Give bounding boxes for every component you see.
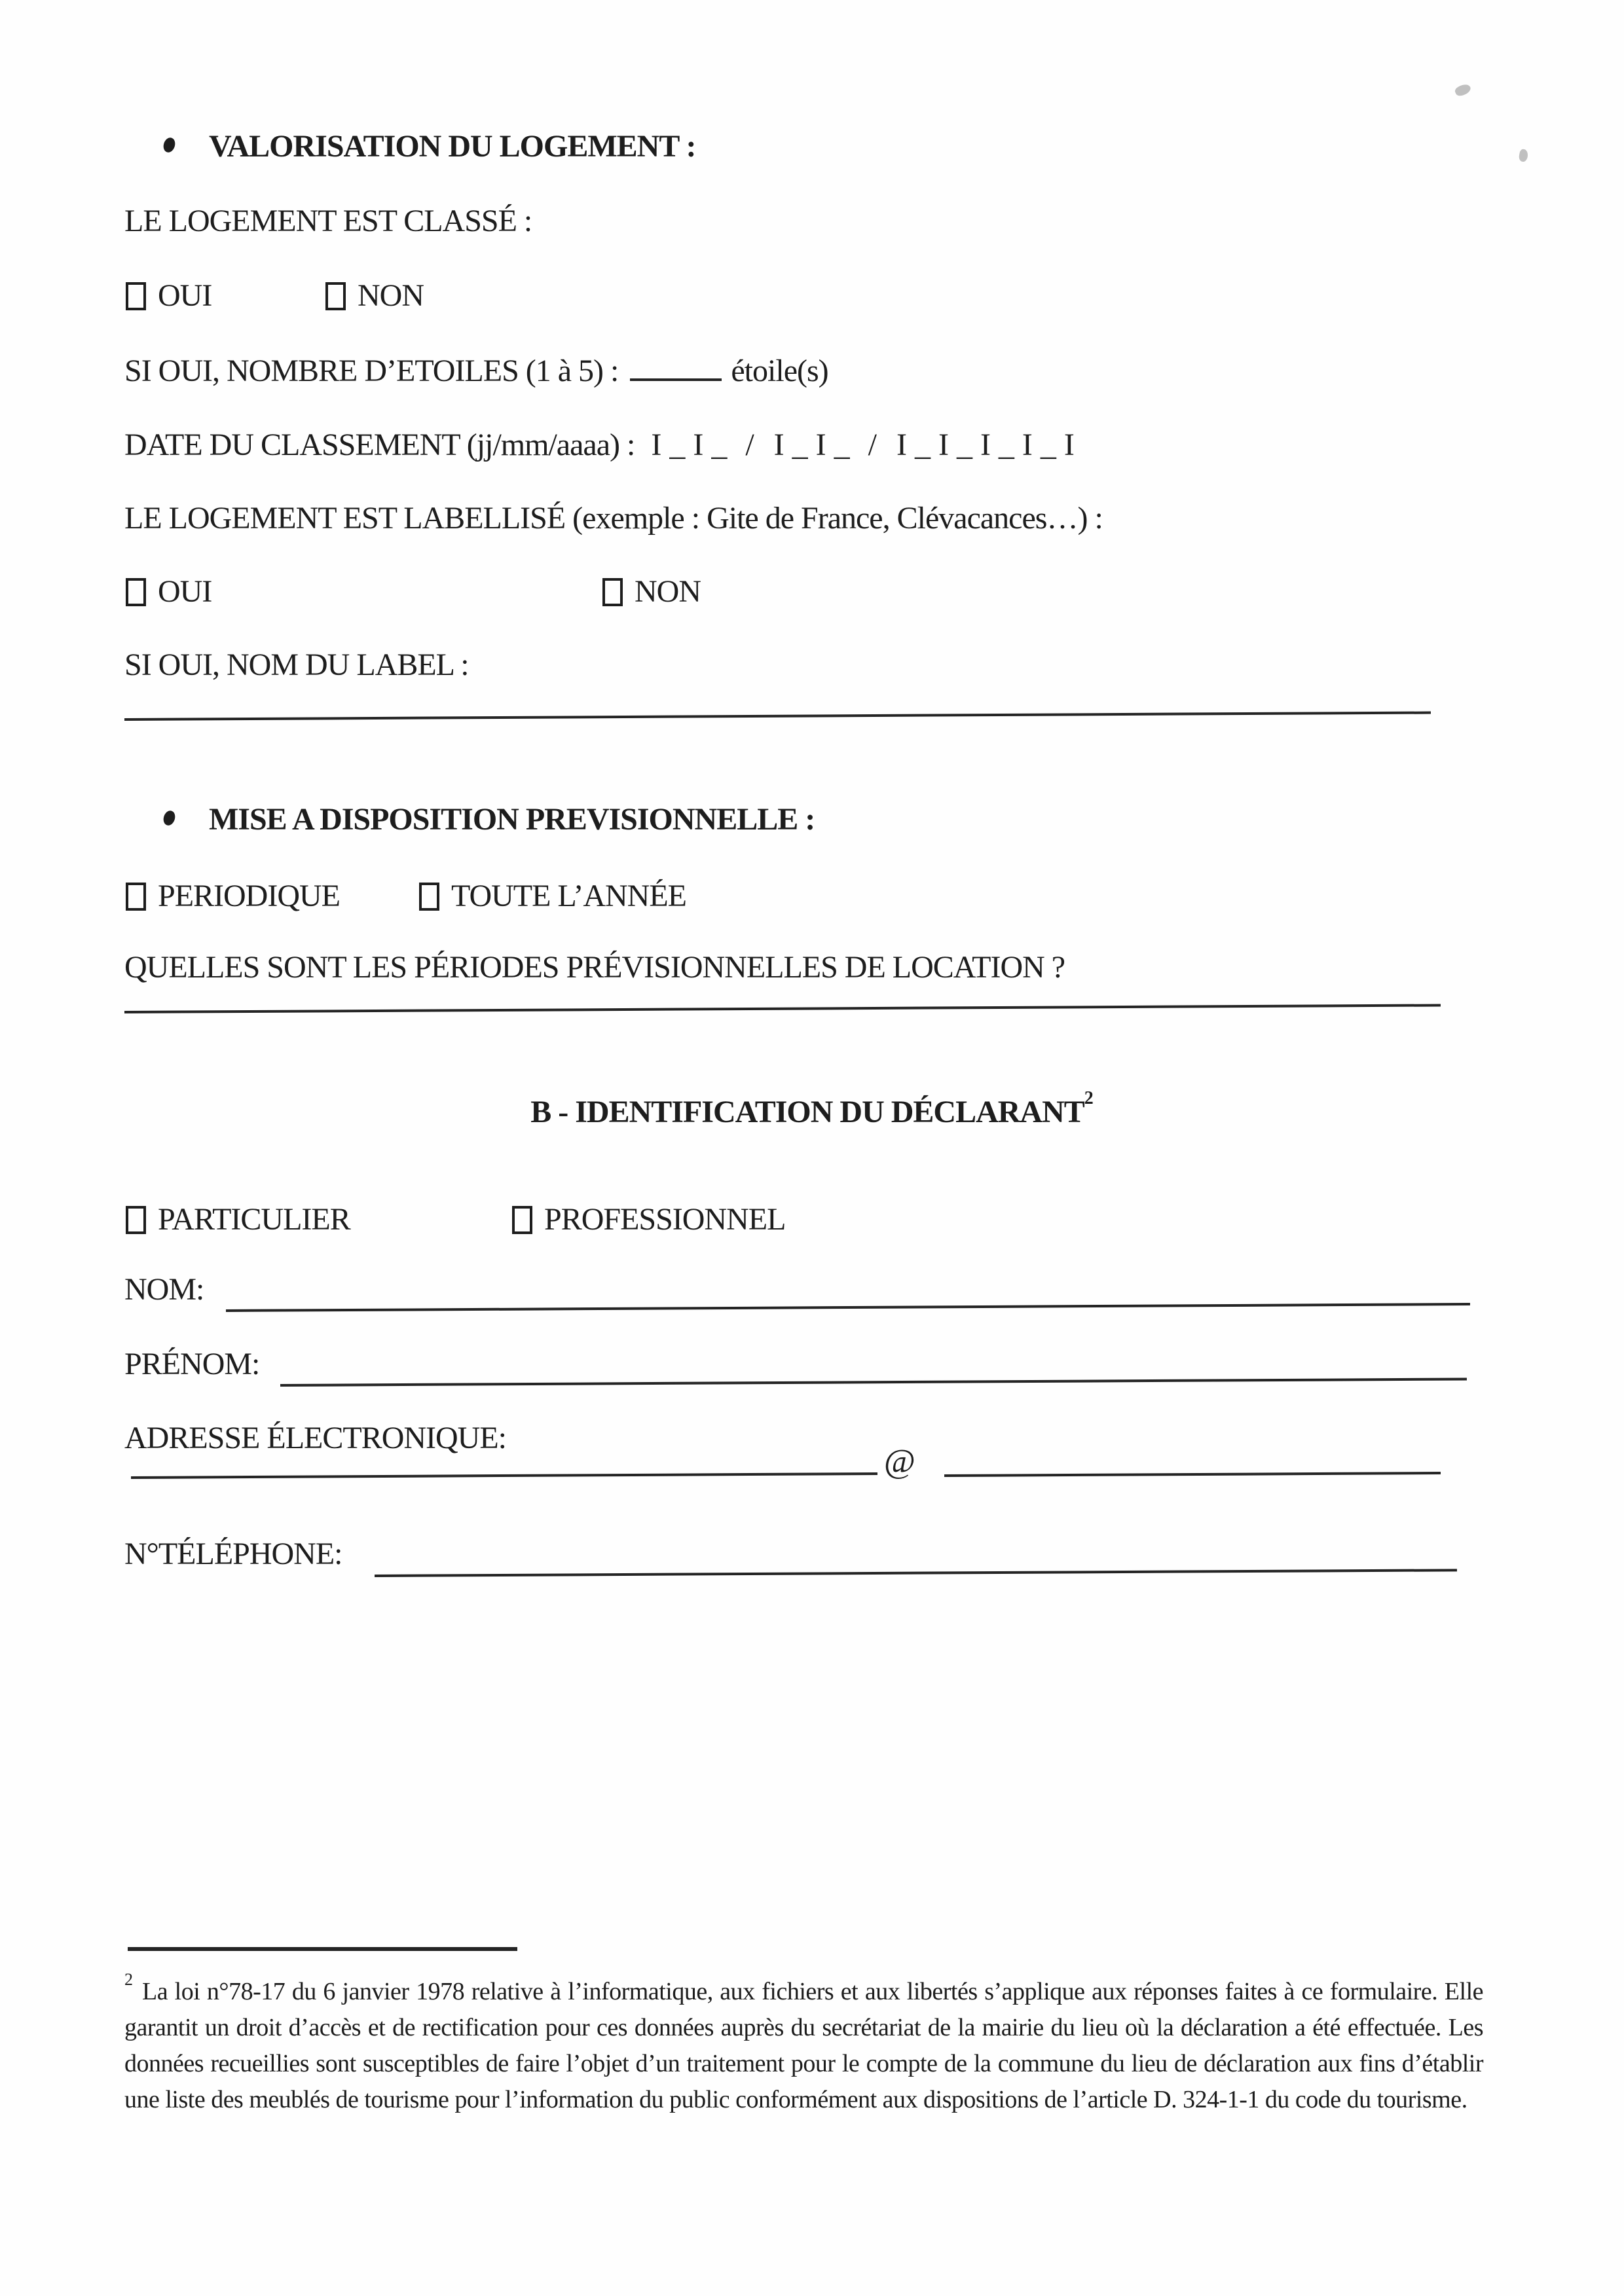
section-heading-mise-a-disposition xyxy=(164,801,815,838)
date-separator: / xyxy=(868,428,877,462)
professionnel-checkbox[interactable] xyxy=(512,1206,532,1234)
particulier-checkbox[interactable] xyxy=(126,1206,146,1234)
scan-artifact xyxy=(1518,149,1528,162)
classement-non-option xyxy=(325,278,424,314)
classe-question: LE LOGEMENT EST CLASSÉ : xyxy=(124,204,532,238)
section-heading-valorisation xyxy=(164,128,695,165)
label-oui-label: OUI xyxy=(158,574,212,609)
footnote xyxy=(124,1961,1483,2118)
identification-footnote-ref: 2 xyxy=(1084,1088,1094,1108)
label-non-checkbox[interactable] xyxy=(602,578,623,606)
classement-non-checkbox[interactable] xyxy=(325,282,346,310)
label-non-option xyxy=(602,574,701,610)
toute-annee-option xyxy=(419,878,686,915)
telephone-input-line[interactable] xyxy=(375,1569,1457,1577)
etoiles-question-row xyxy=(124,352,828,390)
periodique-label: PERIODIQUE xyxy=(158,879,340,913)
classement-oui-option xyxy=(126,278,212,314)
email-field-label: ADRESSE ÉLECTRONIQUE: xyxy=(124,1421,506,1455)
email-local-input-line[interactable] xyxy=(131,1472,877,1479)
identification-heading-text: B - IDENTIFICATION DU DÉCLARANT xyxy=(530,1095,1084,1129)
date-question: DATE DU CLASSEMENT (jj/mm/aaaa) : xyxy=(124,428,635,462)
periodique-checkbox[interactable] xyxy=(126,883,146,911)
identification-heading xyxy=(0,1080,1624,1131)
professionnel-option xyxy=(512,1201,785,1238)
particulier-option xyxy=(126,1201,350,1238)
label-non-label: NON xyxy=(635,574,701,609)
date-classement-row xyxy=(124,427,1082,464)
email-domain-input-line[interactable] xyxy=(944,1472,1441,1477)
periodes-input-line[interactable] xyxy=(124,1004,1441,1013)
nom-du-label-input-line[interactable] xyxy=(124,712,1431,721)
nom-field-label: NOM: xyxy=(124,1272,204,1307)
footnote-separator xyxy=(128,1947,517,1951)
label-oui-option xyxy=(126,574,212,610)
professionnel-label: PROFESSIONNEL xyxy=(544,1202,786,1237)
date-dd-field[interactable]: I_I_ xyxy=(651,428,735,462)
email-at-sign: @ xyxy=(884,1443,915,1480)
date-yyyy-field[interactable]: I_I_I_I_I xyxy=(896,428,1082,462)
prenom-input-line[interactable] xyxy=(280,1378,1467,1387)
etoiles-unit: étoile(s) xyxy=(731,354,828,388)
date-mm-field[interactable]: I_I_ xyxy=(773,428,858,462)
prenom-field-label: PRÉNOM: xyxy=(124,1347,260,1381)
periodes-question: QUELLES SONT LES PÉRIODES PRÉVISIONNELLES DE LOCATION ? xyxy=(124,950,1065,985)
etoiles-question: SI OUI, NOMBRE D’ETOILES (1 à 5) : xyxy=(124,354,619,388)
particulier-label: PARTICULIER xyxy=(158,1202,350,1237)
footnote-ref: 2 xyxy=(124,1970,133,1989)
nom-input-line[interactable] xyxy=(226,1303,1470,1312)
etoiles-input-line[interactable] xyxy=(630,352,722,381)
classement-oui-checkbox[interactable] xyxy=(126,282,146,310)
mise-a-disposition-heading-text: MISE A DISPOSITION PREVISIONNELLE : xyxy=(209,802,815,837)
toute-annee-label: TOUTE L’ANNÉE xyxy=(451,879,686,913)
classement-non-label: NON xyxy=(358,278,424,313)
labellise-question: LE LOGEMENT EST LABELLISÉ (exemple : Gite de France, Clévacances…) : xyxy=(124,501,1103,536)
telephone-field-label: N°TÉLÉPHONE: xyxy=(124,1537,342,1571)
bullet-icon xyxy=(162,136,177,154)
toute-annee-checkbox[interactable] xyxy=(419,883,439,911)
footnote-text: La loi n°78-17 du 6 janvier 1978 relative à l’informatique, aux fichiers et aux libertés s’applique aux réponses faites à ce formulaire. Elle garantit un droit d’accès et de rectification pour ces données auprès du secrétariat de la mairie du lieu où la déclaration a été effectuée. Les données recueillies sont susceptibles de faire l’objet d’un traitement pour le compte de la commune du lieu de déclaration aux fins d’établir une liste des meublés de tourisme pour l’information du public conformément aux dispositions de l’article D. 324-1-1 du code du tourisme. xyxy=(124,1978,1483,2113)
classement-oui-label: OUI xyxy=(158,278,212,313)
valorisation-heading-text: VALORISATION DU LOGEMENT : xyxy=(209,129,696,164)
bullet-icon xyxy=(162,809,177,827)
label-oui-checkbox[interactable] xyxy=(126,578,146,606)
scan-artifact xyxy=(1454,82,1472,98)
date-separator: / xyxy=(745,428,754,462)
periodique-option xyxy=(126,878,340,915)
nom-label-question: SI OUI, NOM DU LABEL : xyxy=(124,647,469,682)
